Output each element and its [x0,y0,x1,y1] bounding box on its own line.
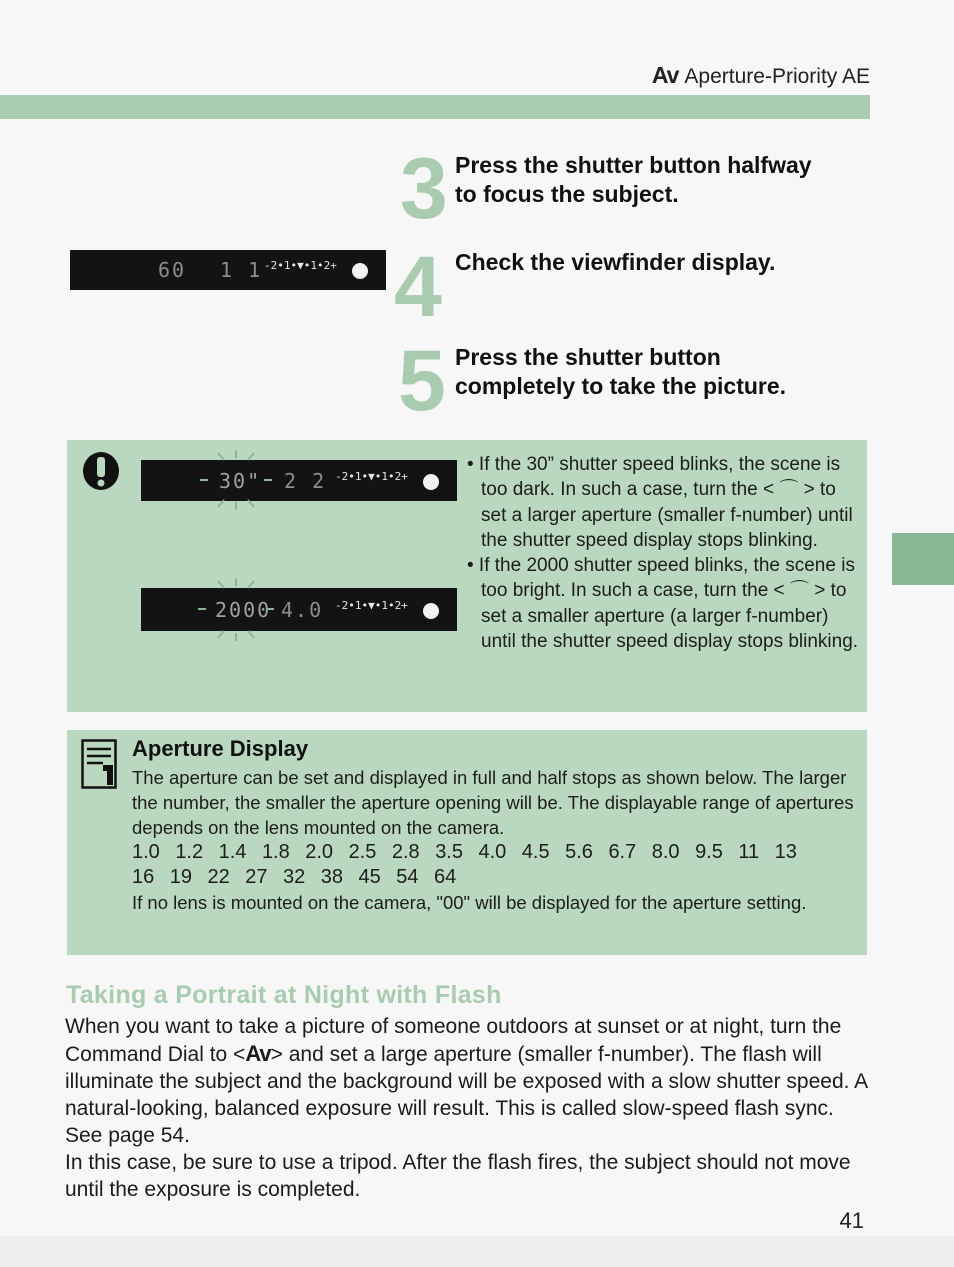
aperture-value: 1.8 [261,841,290,863]
vf-shutter-value: 60 [158,258,187,282]
aperture-value: 4.0 [478,841,507,863]
aperture-value: 2.0 [305,841,334,863]
aperture-value: 8.0 [651,841,680,863]
aperture-value: 9.5 [695,841,723,863]
focus-confirm-icon [352,263,368,279]
aperture-value: 11 [738,841,760,863]
step-3-line1: Press the shutter button halfway [455,152,812,178]
aperture-value: 1.4 [218,841,247,863]
vf-aperture-value: 1 1 [220,258,263,282]
note-outro: If no lens is mounted on the camera, "00" will be displayed for the aperture setting. [132,892,807,913]
step-3-number: 3 [400,141,448,237]
aperture-value: 54 [396,866,419,888]
section-paragraph-1 [65,1013,870,1149]
step-3-line2: to focus the subject. [455,181,679,208]
step-5-line1: Press the shutter button [455,344,721,370]
caution-item: • If the 30” shutter speed blinks, the scene is too dark. In such a case, turn the < ⌒ > to set a larger aperture (smaller f-number) until the shutter speed display stops blinking. [467,454,853,551]
step-5-number: 5 [398,333,446,429]
note-title: Aperture Display [132,736,309,761]
step-4-number: 4 [394,239,442,335]
paragraph-text: > and set a large aperture (smaller f-number). The flash will illuminate the subject and the background will be exposed with a slow shutter speed. A natural-looking, balanced exposure will result. This is called slow-speed flash sync. See page 54. [65,1043,867,1147]
vf-exposure-scale: -2•1•▼•1•2+ [335,599,408,612]
aperture-value: 16 [132,866,155,888]
viewfinder-display-bright [141,588,457,631]
aperture-value: 6.7 [608,841,637,863]
viewfinder-display-dark [141,460,457,501]
focus-confirm-icon [423,474,439,490]
page-bottom-margin [0,1236,954,1267]
note-intro: The aperture can be set and displayed in full and half stops as shown below. The larger the number, the smaller the aperture opening will be. The displayable range of apertures depends on the lens mounted on the camera. [132,767,854,838]
caution-icon [82,451,120,491]
aperture-value: 1.2 [175,841,204,863]
page-number: 41 [839,1208,864,1233]
vf-exposure-scale: -2•1•▼•1•2+ [264,259,337,272]
caution-item: • If the 2000 shutter speed blinks, the scene is too bright. In such a case, turn the < ⌒ > to set a smaller aperture (a larger f-number) until the shutter speed display stops blinking. [467,555,859,653]
aperture-value: 2.5 [348,841,377,863]
section-body [65,1013,870,1203]
step-4-text: Check the viewfinder display. [455,249,776,275]
aperture-value: 22 [207,866,230,888]
section-paragraph-2: In this case, be sure to use a tripod. After the flash fires, the subject should not move until the exposure is completed. [65,1151,851,1201]
vf-exposure-scale: -2•1•▼•1•2+ [335,470,408,483]
step-5-text [455,343,865,402]
aperture-value: 64 [434,866,457,888]
viewfinder-display-normal [70,250,386,290]
paragraph-text: When you want to take a picture of someone outdoors at sunset or at night, turn the Command Dial to < [65,1015,842,1066]
aperture-value: 38 [320,866,343,888]
av-mode-symbol: Av [245,1041,271,1066]
aperture-value: 45 [358,866,381,888]
vf-shutter-value-blinking: 30" [219,469,262,493]
aperture-value: 3.5 [435,841,463,863]
aperture-value: 1.0 [132,841,160,863]
vf-shutter-value-blinking: 2000 [215,598,272,622]
focus-confirm-icon [423,603,439,619]
step-5-line2: completely to take the picture. [455,373,787,400]
vf-aperture-value: 2 2 [284,469,327,493]
aperture-value: 32 [283,866,306,888]
aperture-value: 13 [774,841,797,863]
header-title: Aperture-Priority AE [684,65,870,88]
section-title: Taking a Portrait at Night with Flash [66,981,502,1009]
aperture-value: 27 [245,866,268,888]
aperture-values-row-2 [132,865,860,890]
caution-list [467,452,862,654]
aperture-value: 2.8 [391,841,420,863]
chapter-tab [892,533,954,585]
note-body [132,765,860,915]
memo-icon [81,739,117,789]
page-header [652,62,870,89]
av-mode-symbol: Av [651,62,679,88]
header-band [0,95,870,119]
vf-aperture-value: 4.0 [281,598,324,622]
step-3-text [455,151,865,210]
aperture-value: 5.6 [565,841,593,863]
aperture-value: 4.5 [521,841,550,863]
aperture-value: 19 [169,866,192,888]
aperture-values-row-1 [132,840,860,865]
